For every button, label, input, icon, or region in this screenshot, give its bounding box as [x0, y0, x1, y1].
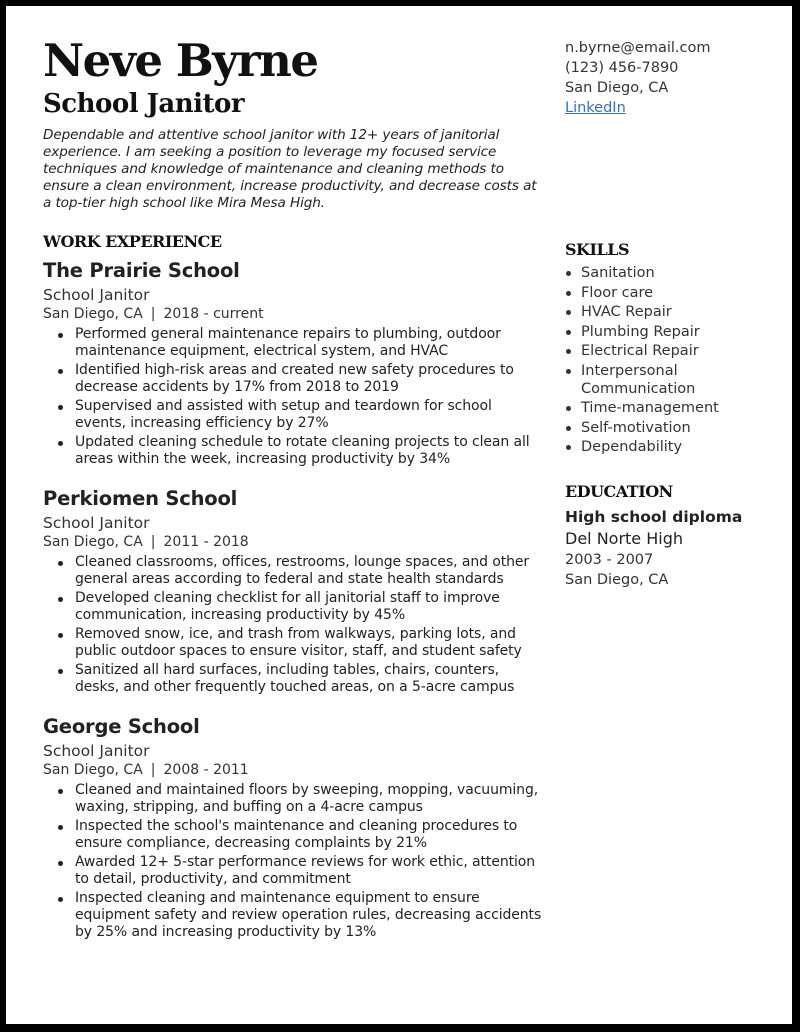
bullet-item: Supervised and assisted with setup and teardown for school events, increasing efficiency by 27%: [43, 398, 543, 432]
phone: (123) 456-7890: [565, 60, 679, 76]
job-entry: [43, 714, 543, 941]
job-meta: [43, 533, 543, 552]
contact-block: [565, 38, 775, 118]
job-dates: 2011 - 2018: [163, 534, 249, 550]
bullet-item: Inspected cleaning and maintenance equipment to ensure equipment safety and review operation rules, decreasing accidents by 25% and increasing productivity by 13%: [43, 890, 543, 941]
job-location: San Diego, CA: [43, 762, 143, 778]
bullet-item: Sanitized all hard surfaces, including tables, chairs, counters, desks, and other frequently touched areas, on a 5-acre campus: [43, 662, 543, 696]
email: n.byrne@email.com: [565, 40, 711, 56]
job-bullets: [43, 326, 543, 468]
skill-item: Electrical Repair: [565, 342, 775, 360]
job-role: School Janitor: [43, 286, 150, 304]
job-meta: [43, 305, 543, 324]
bullet-item: Awarded 12+ 5-star performance reviews for work ethic, attention to detail, productivity, and commitment: [43, 854, 543, 888]
job-location: San Diego, CA: [43, 534, 143, 550]
skill-item: Self-motivation: [565, 419, 775, 437]
skill-item: Interpersonal Communication: [565, 362, 775, 398]
resume-page: [6, 6, 792, 1024]
employer-name: The Prairie School: [43, 259, 240, 282]
skill-item: Dependability: [565, 438, 775, 456]
location: San Diego, CA: [565, 80, 669, 96]
employer-name: George School: [43, 715, 200, 738]
bullet-item: Inspected the school's maintenance and cleaning procedures to ensure compliance, decreasing complaints by 21%: [43, 818, 543, 852]
job-meta: [43, 761, 543, 780]
education-location: San Diego, CA: [565, 572, 669, 588]
job-title: School Janitor: [43, 89, 245, 119]
skill-item: Sanitation: [565, 264, 775, 282]
skill-item: Floor care: [565, 284, 775, 302]
bullet-item: Cleaned and maintained floors by sweeping, mopping, vacuuming, waxing, stripping, and buffing on a 4-acre campus: [43, 782, 543, 816]
job-role: School Janitor: [43, 514, 150, 532]
education-heading: EDUCATION: [565, 482, 673, 501]
summary: Dependable and attentive school janitor with 12+ years of janitorial experience. I am seeking a position to leverage my focused service techniques and knowledge of maintenance and cleaning methods to ensure a clean environment, increase productivity, and decrease costs at a top-tier high school like Mira Mesa High.: [43, 127, 537, 211]
bullet-item: Performed general maintenance repairs to plumbing, outdoor maintenance equipment, electrical system, and HVAC: [43, 326, 543, 360]
job-dates: 2018 - current: [163, 306, 264, 322]
education-dates: 2003 - 2007: [565, 552, 654, 568]
bullet-item: Updated cleaning schedule to rotate cleaning projects to clean all areas within the week, increasing productivity by 34%: [43, 434, 543, 468]
bullet-item: Identified high-risk areas and created new safety procedures to decrease accidents by 17% from 2018 to 2019: [43, 362, 543, 396]
job-dates: 2008 - 2011: [163, 762, 249, 778]
separator: |: [150, 762, 156, 778]
linkedin-link[interactable]: LinkedIn: [565, 100, 626, 116]
degree: High school diploma: [565, 508, 743, 526]
skill-item: Plumbing Repair: [565, 323, 775, 341]
main-column: [43, 35, 543, 943]
bullet-item: Developed cleaning checklist for all janitorial staff to improve communication, increasing productivity by 45%: [43, 590, 543, 624]
skill-item: Time-management: [565, 399, 775, 417]
job-entry: [43, 486, 543, 696]
job-role: School Janitor: [43, 742, 150, 760]
bullet-item: Cleaned classrooms, offices, restrooms, lounge spaces, and other general areas according to federal and state health standards: [43, 554, 543, 588]
job-entry: [43, 258, 543, 468]
skills-list: [565, 264, 775, 456]
skill-item: HVAC Repair: [565, 303, 775, 321]
candidate-name: Neve Byrne: [43, 34, 318, 87]
school-name: Del Norte High: [565, 529, 684, 548]
separator: |: [150, 534, 156, 550]
job-bullets: [43, 554, 543, 696]
job-location: San Diego, CA: [43, 306, 143, 322]
skills-heading: SKILLS: [565, 240, 629, 259]
sidebar-column: [565, 38, 775, 590]
separator: |: [150, 306, 156, 322]
bullet-item: Removed snow, ice, and trash from walkways, parking lots, and public outdoor spaces to ensure visitor, staff, and student safety: [43, 626, 543, 660]
work-experience-heading: WORK EXPERIENCE: [43, 232, 222, 251]
job-bullets: [43, 782, 543, 941]
employer-name: Perkiomen School: [43, 487, 238, 510]
job-list: [43, 258, 543, 941]
